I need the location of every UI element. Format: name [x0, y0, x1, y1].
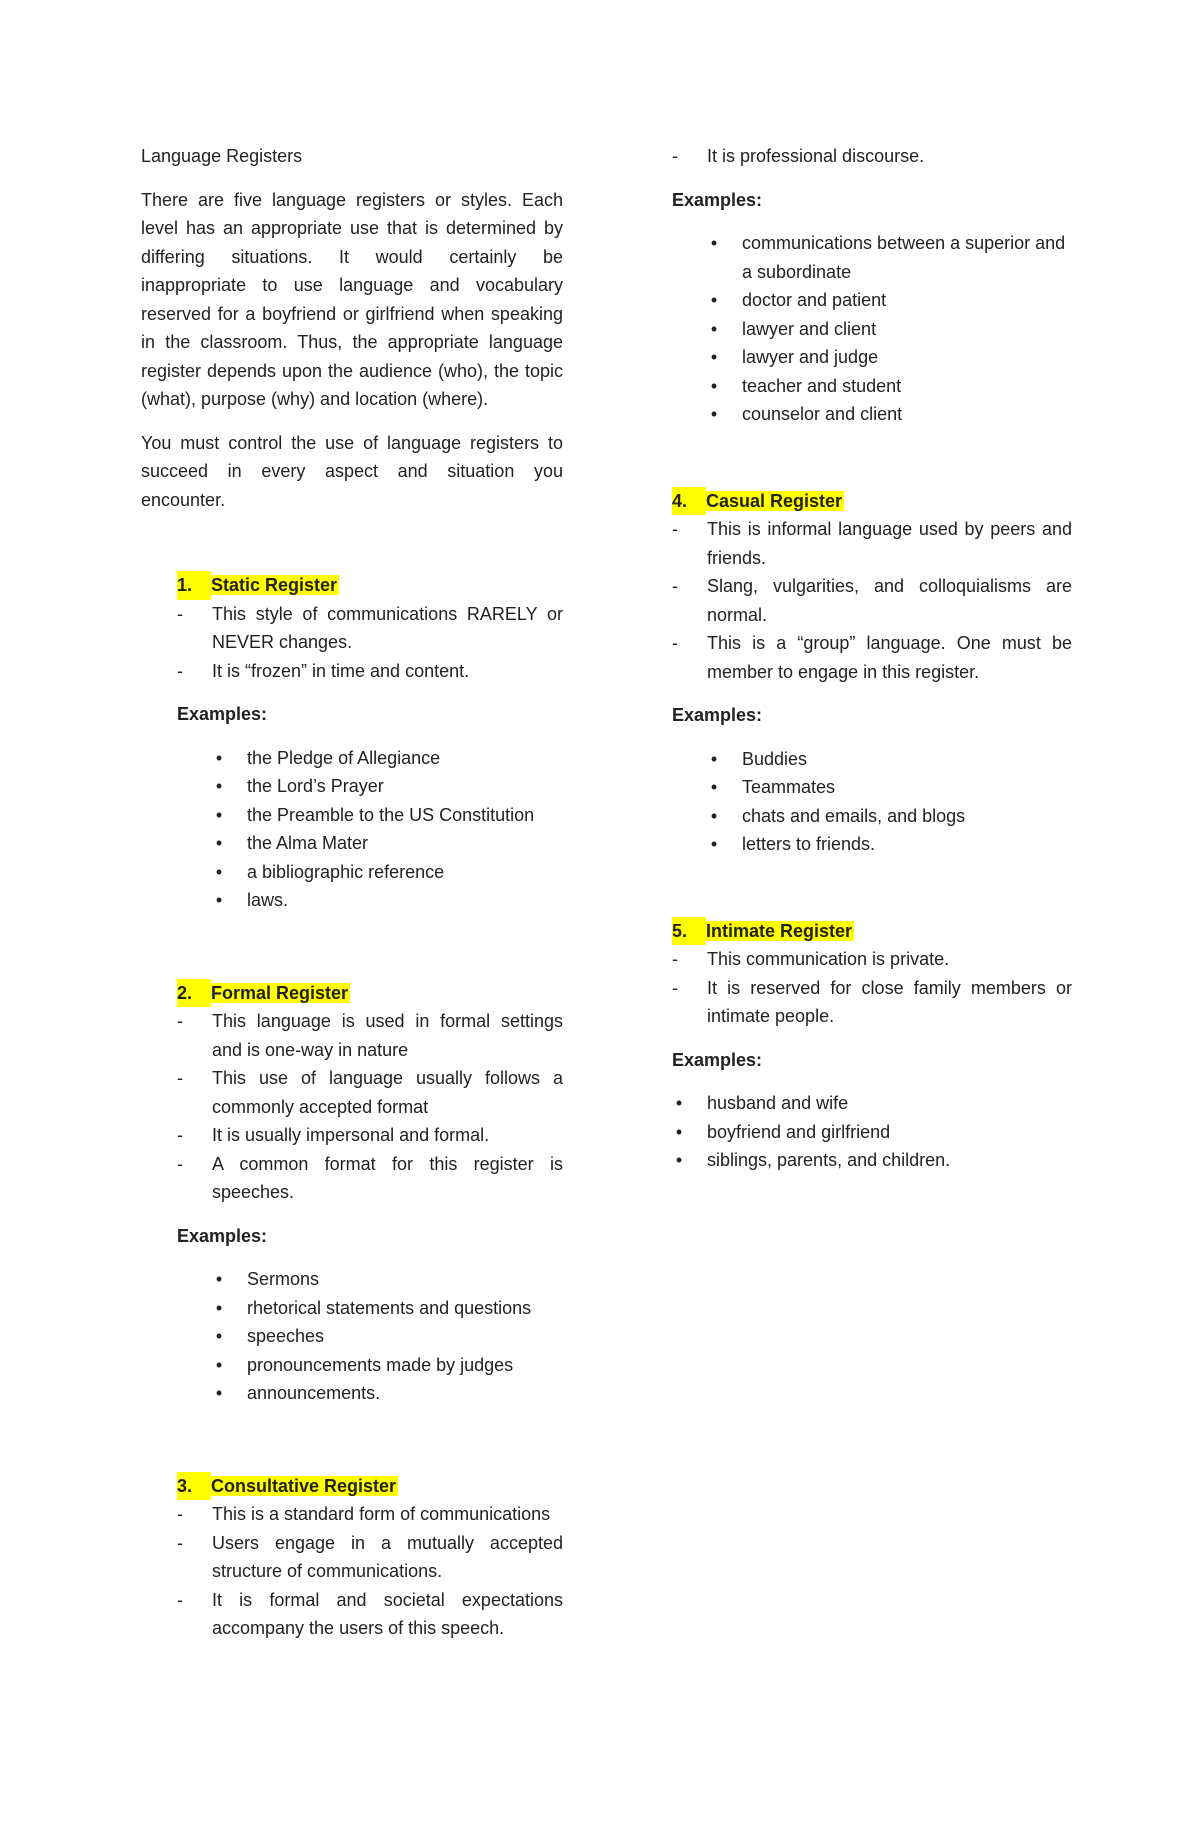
section-title: Static Register: [211, 575, 338, 595]
example-item: [212, 1294, 563, 1323]
examples-list: [177, 1265, 563, 1408]
section-points: [672, 142, 1072, 171]
point-item: - Users engage in a mutually accepted structure of communications.: [177, 1529, 563, 1586]
bullet-icon: •: [710, 233, 718, 253]
example-item: [672, 1089, 1072, 1118]
section-points: [177, 1500, 563, 1643]
example-text: Teammates: [742, 777, 836, 797]
example-item: [707, 745, 1072, 774]
example-item: [212, 829, 563, 858]
bullet-icon: •: [215, 1354, 223, 1375]
example-text: announcements.: [247, 1383, 381, 1403]
section-number: 3.: [177, 1472, 211, 1501]
example-text: laws.: [247, 890, 289, 910]
example-text: counselor and client: [742, 404, 903, 424]
examples-list: [672, 745, 1072, 859]
example-item: [212, 801, 563, 830]
bullet-icon: •: [215, 1383, 223, 1403]
example-text: chats and emails, and blogs: [742, 805, 966, 826]
bullet-icon: •: [710, 404, 718, 424]
point-item: - It is “frozen” in time and content.: [177, 657, 563, 686]
bullet-icon: •: [215, 890, 223, 910]
point-item: - A common format for this register is speeches.: [177, 1150, 563, 1207]
point-item: - It is formal and societal expectations accompany the users of this speech.: [177, 1586, 563, 1643]
bullet-icon: •: [215, 861, 223, 882]
point-item: - Slang, vulgarities, and colloquialisms are normal.: [672, 572, 1072, 629]
section-title: Casual Register: [706, 490, 843, 511]
right-column: [672, 142, 1072, 1175]
example-item: [212, 1322, 563, 1351]
example-text: rhetorical statements and questions: [247, 1297, 532, 1318]
example-item: [707, 400, 1072, 429]
point-item: - This language is used in formal settings and is one-way in nature: [177, 1007, 563, 1064]
example-item: [707, 830, 1072, 859]
example-text: boyfriend and girlfriend: [707, 1121, 891, 1142]
bullet-icon: •: [215, 833, 223, 853]
bullet-icon: •: [675, 1150, 683, 1170]
example-item: [707, 229, 1072, 286]
section-number: 4.: [672, 487, 706, 516]
section-number: 2.: [177, 979, 211, 1008]
section-number: 5.: [672, 917, 706, 946]
example-item: [707, 286, 1072, 315]
section-heading: [177, 1472, 563, 1501]
advice-paragraph: You must control the use of language registers to succeed in every aspect and situation you encounter.: [141, 432, 563, 510]
example-item: [707, 315, 1072, 344]
example-item: [212, 886, 563, 915]
section-heading: [672, 917, 1072, 946]
point-item: - This style of communications RARELY or NEVER changes.: [177, 600, 563, 657]
example-item: [212, 744, 563, 773]
examples-list: [672, 229, 1072, 429]
point-item: - This is a standard form of communications: [177, 1500, 563, 1529]
example-text: the Alma Mater: [247, 833, 369, 853]
example-text: Sermons: [247, 1269, 320, 1289]
section-casual-register: [672, 487, 1072, 859]
bullet-icon: •: [710, 748, 718, 769]
examples-label: Examples:: [177, 704, 268, 724]
examples-list: [177, 744, 563, 915]
example-text: the Lord’s Prayer: [247, 776, 384, 796]
bullet-icon: •: [710, 318, 718, 339]
point-item: - This use of language usually follows a commonly accepted format: [177, 1064, 563, 1121]
point-item: - This is a “group” language. One must be member to engage in this register.: [672, 629, 1072, 686]
section-points: [177, 1007, 563, 1207]
example-item: [707, 802, 1072, 831]
section-points: [672, 945, 1072, 1031]
example-item: [212, 1265, 563, 1294]
bullet-icon: •: [675, 1093, 683, 1113]
example-text: lawyer and client: [742, 318, 877, 339]
examples-label: Examples:: [177, 1225, 268, 1246]
section-title: Consultative Register: [211, 1475, 397, 1496]
example-item: [212, 858, 563, 887]
example-text: lawyer and judge: [742, 347, 879, 367]
document-title: Language Registers: [141, 146, 303, 166]
point-item: - It is usually impersonal and formal.: [177, 1121, 563, 1150]
example-item: [672, 1118, 1072, 1147]
bullet-icon: •: [215, 804, 223, 825]
bullet-icon: •: [710, 805, 718, 826]
section-formal-register: [177, 979, 563, 1408]
point-item: - It is professional discourse.: [672, 142, 1072, 171]
example-item: [707, 343, 1072, 372]
example-text: Buddies: [742, 748, 808, 769]
bullet-icon: •: [710, 777, 718, 797]
example-item: [212, 1351, 563, 1380]
example-text: letters to friends.: [742, 834, 876, 854]
example-text: the Preamble to the US Constitution: [247, 804, 535, 825]
bullet-icon: •: [215, 1269, 223, 1289]
bullet-icon: •: [215, 776, 223, 796]
left-column: [141, 142, 563, 1643]
section-intimate-register: [672, 917, 1072, 1175]
example-text: siblings, parents, and children.: [707, 1150, 951, 1170]
bullet-icon: •: [710, 834, 718, 854]
bullet-icon: •: [215, 1297, 223, 1318]
section-title: Formal Register: [211, 982, 349, 1003]
example-text: a bibliographic reference: [247, 861, 445, 882]
example-item: [212, 1379, 563, 1408]
example-text: doctor and patient: [742, 290, 887, 310]
point-item: - This communication is private.: [672, 945, 1072, 974]
section-heading: [177, 571, 563, 600]
intro-paragraph: There are five language registers or styles. Each level has an appropriate use that is determined by differing situations. It would certainly be inappropriate to use language and vocabulary reserved for a boyfriend or girlfriend when speaking in the classroom. Thus, the appropriate language register depends upon the audience (who), the topic (what), purpose (why) and location (where).: [141, 189, 563, 409]
bullet-icon: •: [215, 1326, 223, 1346]
examples-list: [672, 1089, 1072, 1175]
point-item: - This is informal language used by peers and friends.: [672, 515, 1072, 572]
section-points: [672, 515, 1072, 686]
section-title: Intimate Register: [706, 920, 853, 941]
section-number: 1.: [177, 571, 211, 600]
examples-label: Examples:: [672, 705, 763, 725]
bullet-icon: •: [215, 747, 223, 768]
example-item: [707, 372, 1072, 401]
bullet-icon: •: [675, 1121, 683, 1142]
bullet-icon: •: [710, 290, 718, 310]
section-heading: [177, 979, 563, 1008]
section-consultative-continued: [672, 142, 1072, 429]
section-static-register: [177, 571, 563, 915]
examples-label: Examples:: [672, 189, 763, 210]
section-consultative-register: [177, 1472, 563, 1643]
bullet-icon: •: [710, 347, 718, 367]
example-text: communications between a superior and a subordinate: [742, 233, 1066, 282]
section-points: [177, 600, 563, 686]
bullet-icon: •: [710, 375, 718, 396]
example-text: the Pledge of Allegiance: [247, 747, 441, 768]
example-text: husband and wife: [707, 1093, 849, 1113]
example-text: speeches: [247, 1326, 325, 1346]
point-item: - It is reserved for close family members or intimate people.: [672, 974, 1072, 1031]
example-item: [672, 1146, 1072, 1175]
example-item: [212, 772, 563, 801]
example-text: pronouncements made by judges: [247, 1354, 514, 1375]
examples-label: Examples:: [672, 1049, 763, 1070]
section-heading: [672, 487, 1072, 516]
example-text: teacher and student: [742, 375, 902, 396]
example-item: [707, 773, 1072, 802]
